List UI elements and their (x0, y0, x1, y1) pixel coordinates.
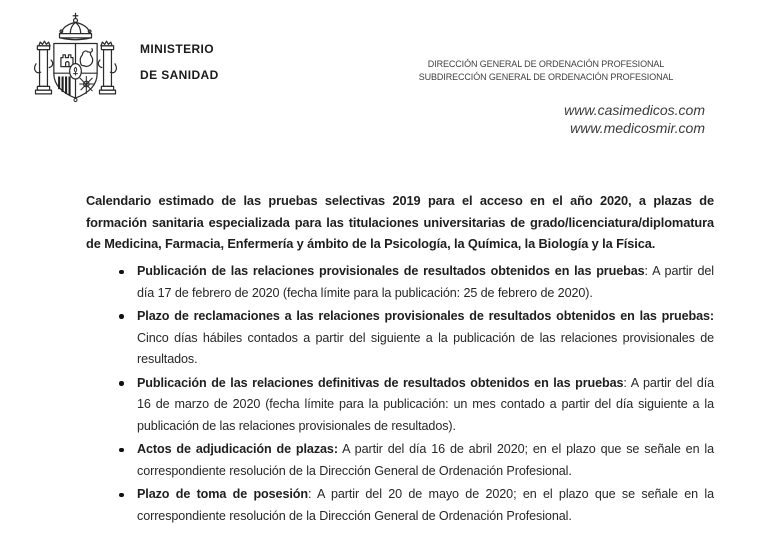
bullet-icon (119, 270, 124, 275)
schedule-list (118, 261, 714, 529)
website-url-casimedicos: www.casimedicos.com (564, 102, 705, 118)
bullet-icon (119, 314, 124, 319)
bullet-icon (119, 381, 124, 386)
department-line-2: SUBDIRECCIÓN GENERAL DE ORDENACIÓN PROFESIONAL (418, 72, 674, 82)
intro-paragraph: Calendario estimado de las pruebas selectivas 2019 para el acceso en el año 2020, a plazas de formación sanitaria especializada para las titulaciones universitarias de grado/licenciatura/diplomatura de Medicina, Farmacia, Enfermería y ámbito de la Psicología, la Química, la Biología y la Física. (86, 193, 714, 252)
department-line-1: DIRECCIÓN GENERAL DE ORDENACIÓN PROFESIONAL (427, 59, 665, 69)
bullet-bold-text: Publicación de las relaciones definitivas de resultados obtenidos en las pruebas (137, 375, 624, 390)
bullet-text: : A partir del día 17 de febrero de 2020 (fecha límite para la publicación: 25 de febrero de 2020). (137, 264, 714, 300)
ministry-line-2: DE SANIDAD (140, 68, 219, 82)
department-block (396, 58, 696, 84)
list-item-publicacion-definitivas (118, 373, 714, 438)
list-item-plazo-toma-posesion (118, 484, 714, 527)
website-url-medicosmir: www.medicosmir.com (570, 120, 705, 136)
website-urls (564, 101, 705, 137)
bullet-icon (119, 493, 124, 498)
bullet-bold-text: Plazo de toma de posesión (137, 487, 308, 502)
list-item-plazo-reclamaciones (118, 306, 714, 371)
ministry-name (140, 36, 219, 88)
bullet-text: Cinco días hábiles contados a partir del siguiente a la publicación de las relaciones provisionales de resultados. (137, 330, 714, 367)
bullet-icon (119, 448, 124, 453)
bullet-bold-text: Publicación de las relaciones provisionales de resultados obtenidos en las pruebas (137, 264, 645, 278)
ministry-line-1: MINISTERIO (140, 42, 215, 56)
spain-coat-of-arms-logo (33, 12, 118, 108)
bullet-text: : A partir del día 16 de marzo de 2020 (fecha límite para la publicación: un mes contado a partir del día siguiente a la publicación de las relaciones provisionales de resultados). (137, 375, 714, 433)
bullet-bold-text: Actos de adjudicación de plazas: (137, 442, 338, 457)
list-item-actos-adjudicacion (118, 439, 714, 482)
bullet-text: A partir del día 16 de abril 2020; en el plazo que se señale en la correspondiente resolución de la Dirección General de Ordenación Profesional. (137, 442, 715, 478)
bullet-text: : A partir del 20 de mayo de 2020; en el plazo que se señale en la correspondiente resolución de la Dirección General de Ordenación Profesional. (137, 487, 714, 523)
bullet-bold-text: Plazo de reclamaciones a las relaciones provisionales de resultados obtenidos en las pruebas: (137, 308, 714, 323)
list-item-publicacion-provisionales (118, 261, 714, 304)
